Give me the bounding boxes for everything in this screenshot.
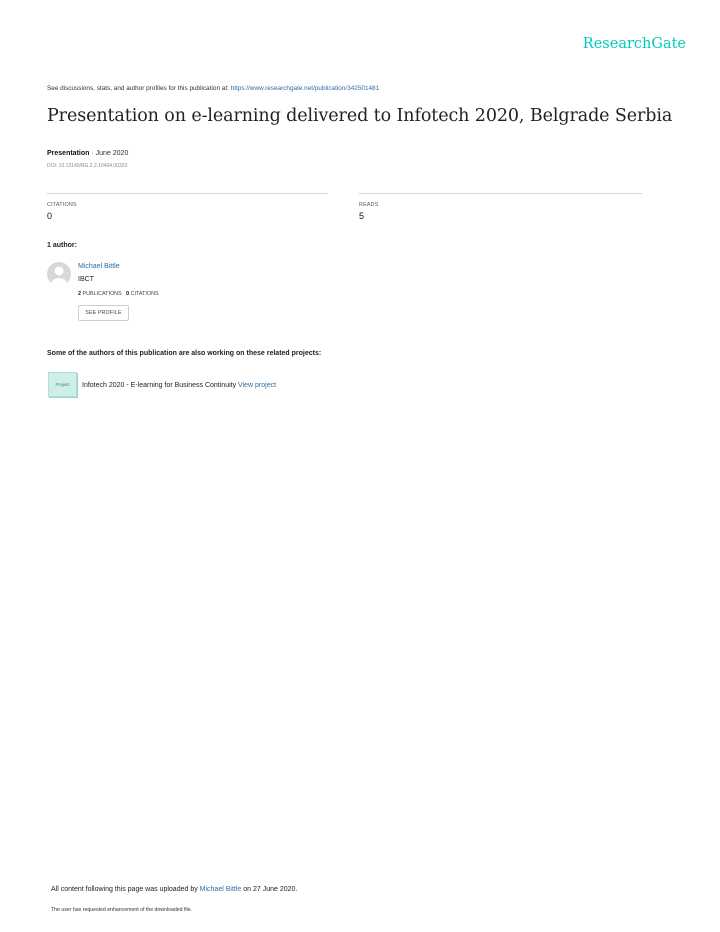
- avatar[interactable]: [47, 262, 71, 286]
- author-citations-label: CITATIONS: [129, 291, 159, 297]
- publication-date: June 2020: [95, 150, 129, 157]
- author-publications-count: 2: [78, 291, 81, 297]
- author-citations-count: 0: [126, 291, 130, 297]
- project-thumbnail[interactable]: [48, 372, 77, 397]
- publication-url-link[interactable]: https://www.researchgate.net/publication/342501481: [230, 85, 380, 92]
- author-publications-label: PUBLICATIONS: [81, 291, 122, 297]
- author-institution: IBCT: [78, 276, 94, 283]
- related-projects-heading: Some of the authors of this publication are also working on these related projects:: [47, 350, 322, 357]
- publication-doi: DOI: 10.13140/RG.2.2.10404.00323: [47, 163, 128, 169]
- discussion-prefix: See discussions, stats, and author profiles for this publication at:: [47, 85, 231, 92]
- publication-type: Presentation: [47, 150, 90, 157]
- researchgate-logo[interactable]: ResearchGate: [582, 36, 686, 52]
- citations-label: CITATIONS: [47, 202, 77, 208]
- citations-count: 0: [47, 211, 53, 221]
- view-project-link[interactable]: View project: [238, 382, 277, 389]
- page-title: Presentation on e-learning delivered to Infotech 2020, Belgrade Serbia: [47, 106, 673, 126]
- uploader-link[interactable]: Michael Bittle: [199, 886, 242, 893]
- upload-suffix: on 27 June 2020.: [241, 886, 298, 893]
- reads-count: 5: [359, 211, 365, 221]
- reads-divider: [359, 193, 642, 194]
- enhancement-note: The user has requested enhancement of the downloaded file.: [51, 907, 193, 913]
- see-profile-button[interactable]: SEE PROFILE: [78, 305, 129, 321]
- discussion-note: [47, 85, 379, 92]
- upload-prefix: All content following this page was uploaded by: [51, 886, 200, 893]
- user-silhouette-icon: [47, 262, 71, 286]
- upload-note: [51, 886, 297, 893]
- citations-divider: [47, 193, 328, 194]
- author-name-link[interactable]: Michael Bittle: [78, 263, 120, 270]
- project-title: Infotech 2020 - E-learning for Business Continuity: [82, 382, 239, 389]
- project-thumb-label: Project: [55, 382, 70, 387]
- publication-meta: [47, 150, 128, 157]
- project-item: [82, 382, 276, 389]
- authors-heading: 1 author:: [47, 242, 77, 249]
- meta-separator: ·: [89, 150, 96, 157]
- author-stats: [78, 291, 159, 297]
- reads-label: READS: [359, 202, 379, 208]
